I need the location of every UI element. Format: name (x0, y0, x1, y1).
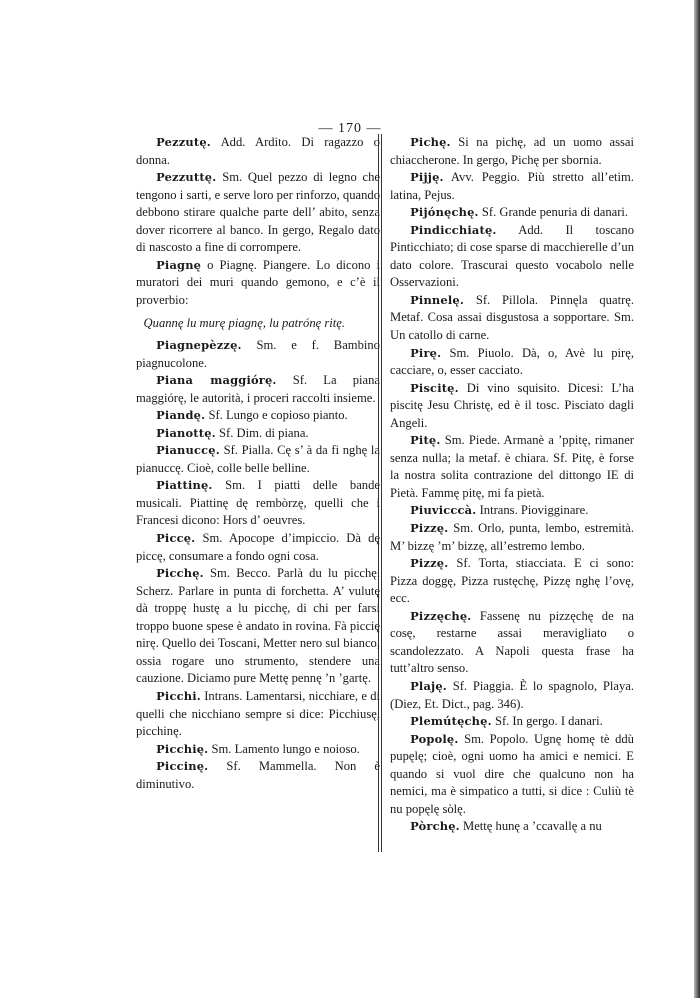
entry-definition: Sm. e f. Bambino piagnucolone. (136, 338, 380, 370)
entry-definition: Sf. In gergo. I danari. (494, 714, 603, 729)
entry-definition: Sf. Lungo e copioso pianto. (208, 408, 348, 423)
entry-definition: Intrans. Lamentarsi, nicchiare, e di quelli che nicchiano sempre si dice: Picchiusę, picchinę. (136, 688, 381, 739)
entry-definition: Sf. Piaggia. È lo spagnolo, Playa. (Diez, Et. Dict., pag. 346). (390, 678, 634, 711)
entry-headword: Pinnelę. (410, 292, 464, 307)
entry-headword: Pirę. (410, 345, 442, 360)
dictionary-entry (136, 407, 380, 425)
entry-definition: Sm. Piede. Armanè a ’ppitę, rimaner senza nulla; la metaf. è chiara. Sf. Pitę, è forse la nostra solita contrazione del dittongo IE di Pietà. Fammę pitę, mi fa pietà. (390, 433, 634, 500)
entry-definition: Add. Il toscano Pinticchiato; di cose sparse di macchierelle d’un dato colore. Trascurai questo vocabolo nelle Osservazioni. (390, 222, 634, 290)
entry-definition: Sm. Lamento lungo e noioso. (211, 741, 360, 756)
entry-headword: Piccinę. (156, 759, 209, 774)
dictionary-entry (136, 257, 380, 310)
dictionary-entry (136, 425, 380, 443)
entry-definition: Sf. Dim. di piana. (219, 425, 309, 440)
entry-definition: Sf. Pillola. Pinnęla quatrę. Metaf. Cosa assai disgustosa a sopportare. Sm. Un catollo di carne. (390, 292, 634, 343)
entry-definition: Di vino squisito. Dicesi: L’ha piscitę Jesu Christę, ed è il tosc. Pisciato dagli Angeli. (390, 380, 634, 430)
entry-definition: Sf. Grande penuria di danari. (481, 205, 629, 220)
entry-definition: Intrans. Piovigginare. (479, 503, 589, 518)
entry-headword: Piana maggiórę. (156, 373, 277, 388)
entry-definition: Avv. Peggio. Più stretto all’etim. latina, Pejus. (390, 170, 634, 202)
dictionary-entry (136, 688, 380, 741)
entry-headword: Popolę. (410, 731, 459, 746)
entry-headword: Picchi. (156, 688, 201, 703)
dictionary-entry (136, 134, 380, 169)
entry-headword: Piuvicccà. (410, 503, 477, 518)
entry-headword: Pizzę. (410, 556, 449, 571)
entry-definition: Sf. Mammella. Non è diminutivo. (136, 759, 380, 791)
left-column (136, 134, 380, 793)
column-divider (378, 134, 382, 852)
entry-headword: Pichę. (410, 135, 451, 149)
dictionary-entry (390, 380, 634, 433)
entry-definition: o Piagnę. Piangere. Lo dicono i muratori dei muri quando gemono, e c’è il proverbio: (136, 257, 380, 307)
dictionary-entry (136, 477, 380, 530)
entry-headword: Pindicchiatę. (410, 222, 497, 237)
dictionary-entry (390, 713, 634, 731)
entry-headword: Piattinę. (156, 478, 213, 493)
proverb-quote: Quannę lu murę piagnę, lu patrónę ritę. (143, 316, 346, 331)
dictionary-entry (136, 565, 380, 688)
entry-definition: Sf. Torta, stiacciata. E ci sono: Pizza doggę, Pizza rustęchę, Pizzę nghę l’ovę, ecc. (390, 556, 634, 606)
entry-definition: Sf. Pialla. Cę s’ à da fi nghę la pianuccę. Cioè, colle belle belline. (136, 443, 380, 475)
entry-headword: Piagnę (156, 257, 202, 272)
dictionary-entry (390, 818, 634, 836)
entry-definition: Sm. Becco. Parlà du lu picchę. Scherz. Parlare in punta di forchetta. A’ vulutę dà troppę hustę a lu picchę, di chi per farsi troppo buone spese è andato in rovina. Fà piccię nirę. Quello dei Toscani, Metter nero sul bianco, ossia rogare uno strumento, stendere una cauzione. Diciamo pure Mettę pennę ’n ’gartę. (136, 566, 380, 686)
entry-definition: Sm. Piuolo. Dà, o, Avè lu pirę, cacciare, o, esser cacciato. (390, 345, 634, 378)
entry-headword: Pizzęchę. (410, 608, 472, 623)
dictionary-entry (390, 292, 634, 345)
dictionary-entry (390, 134, 634, 169)
right-column (390, 134, 634, 836)
entry-headword: Pijónęchę. (410, 205, 479, 220)
entry-headword: Piandę. (156, 408, 206, 423)
dictionary-entry (136, 758, 380, 793)
entry-definition: Fassenę nu pizzęchę de na cosę, restarne assai meravigliato o scandolezzato. A Napoli questa frase ha tutt’altro senso. (390, 608, 634, 676)
entry-headword: Pianuccę. (156, 443, 220, 458)
entry-definition: Si na pichę, ad un uomo assai chiaccherone. In gergo, Pichę per sbornia. (390, 135, 634, 167)
entry-definition: Mettę hunę a ’ccavallę a nu (463, 819, 602, 834)
dictionary-entry (390, 204, 634, 222)
entry-headword: Picchę. (156, 566, 204, 581)
page-number: — 170 — (318, 121, 382, 136)
dictionary-entry (390, 608, 634, 678)
dictionary-entry (390, 678, 634, 713)
dictionary-entry (390, 222, 634, 292)
dictionary-entry (390, 555, 634, 608)
entry-definition: Sm. Popolo. Ugnę homę tè ddù pupęlę; cioè, ogni uomo ha amici e nemici. E quando si vuol dire che qualcuno non ha nemici, ma è simpatico a tutti, si dice : Culiù tè nu popęlę sòlę. (390, 731, 634, 816)
entry-definition: Sm. Orlo, punta, lembo, estremità. M’ bizzę ’m’ bizzę, all’estremo lembo. (390, 521, 634, 553)
dictionary-entry (390, 169, 634, 204)
dictionary-entry (390, 432, 634, 502)
entry-headword: Pitę. (410, 433, 441, 448)
entry-definition: Sm. I piatti delle bande musicali. Piattinę dę rembòrzę, quelli che i Francesi dicono: Hors d’ oeuvres. (136, 478, 380, 528)
dictionary-entry (136, 169, 380, 257)
dictionary-entry (136, 741, 380, 759)
entry-headword: Pianottę. (156, 425, 216, 440)
entry-headword: Pezzutę. (156, 135, 211, 149)
entry-headword: Piccę. (156, 531, 196, 546)
entry-headword: Pijję. (410, 170, 444, 185)
entry-headword: Piagnepèzzę. (156, 338, 242, 353)
dictionary-entry (390, 345, 634, 380)
dictionary-entry (136, 530, 380, 565)
dictionary-entry (390, 731, 634, 819)
entry-headword: Pezzuttę. (156, 170, 217, 185)
entry-definition: Sm. Quel pezzo di legno che tengono i sarti, e serve loro per rinforzo, quando debbono stirare qualche parte dell’ abito, senza dover ricorrere al banco. In gergo, Regalo dato di nascosto a fine di corrompere. (136, 170, 380, 255)
page-edge (694, 0, 700, 998)
dictionary-entry (136, 442, 380, 477)
entry-definition: Sf. La piana maggiórę, le autorità, i proceri raccolti insieme. (136, 373, 380, 405)
entry-headword: Plemútęchę. (410, 714, 492, 729)
dictionary-entry (136, 337, 380, 372)
entry-definition: Add. Ardito. Di ragazzo o donna. (136, 135, 380, 167)
entry-headword: Piscitę. (410, 380, 459, 395)
entry-headword: Pizzę. (410, 521, 449, 536)
entry-definition: Sm. Apocope d’impiccio. Dà dę piccę, consumare a fondo ogni cosa. (136, 531, 380, 563)
entry-headword: Picchię. (156, 741, 209, 756)
entry-headword: Plaję. (410, 678, 447, 693)
dictionary-entry (136, 372, 380, 407)
dictionary-entry (390, 502, 634, 520)
dictionary-entry (390, 520, 634, 555)
entry-headword: Pòrchę. (410, 819, 460, 834)
